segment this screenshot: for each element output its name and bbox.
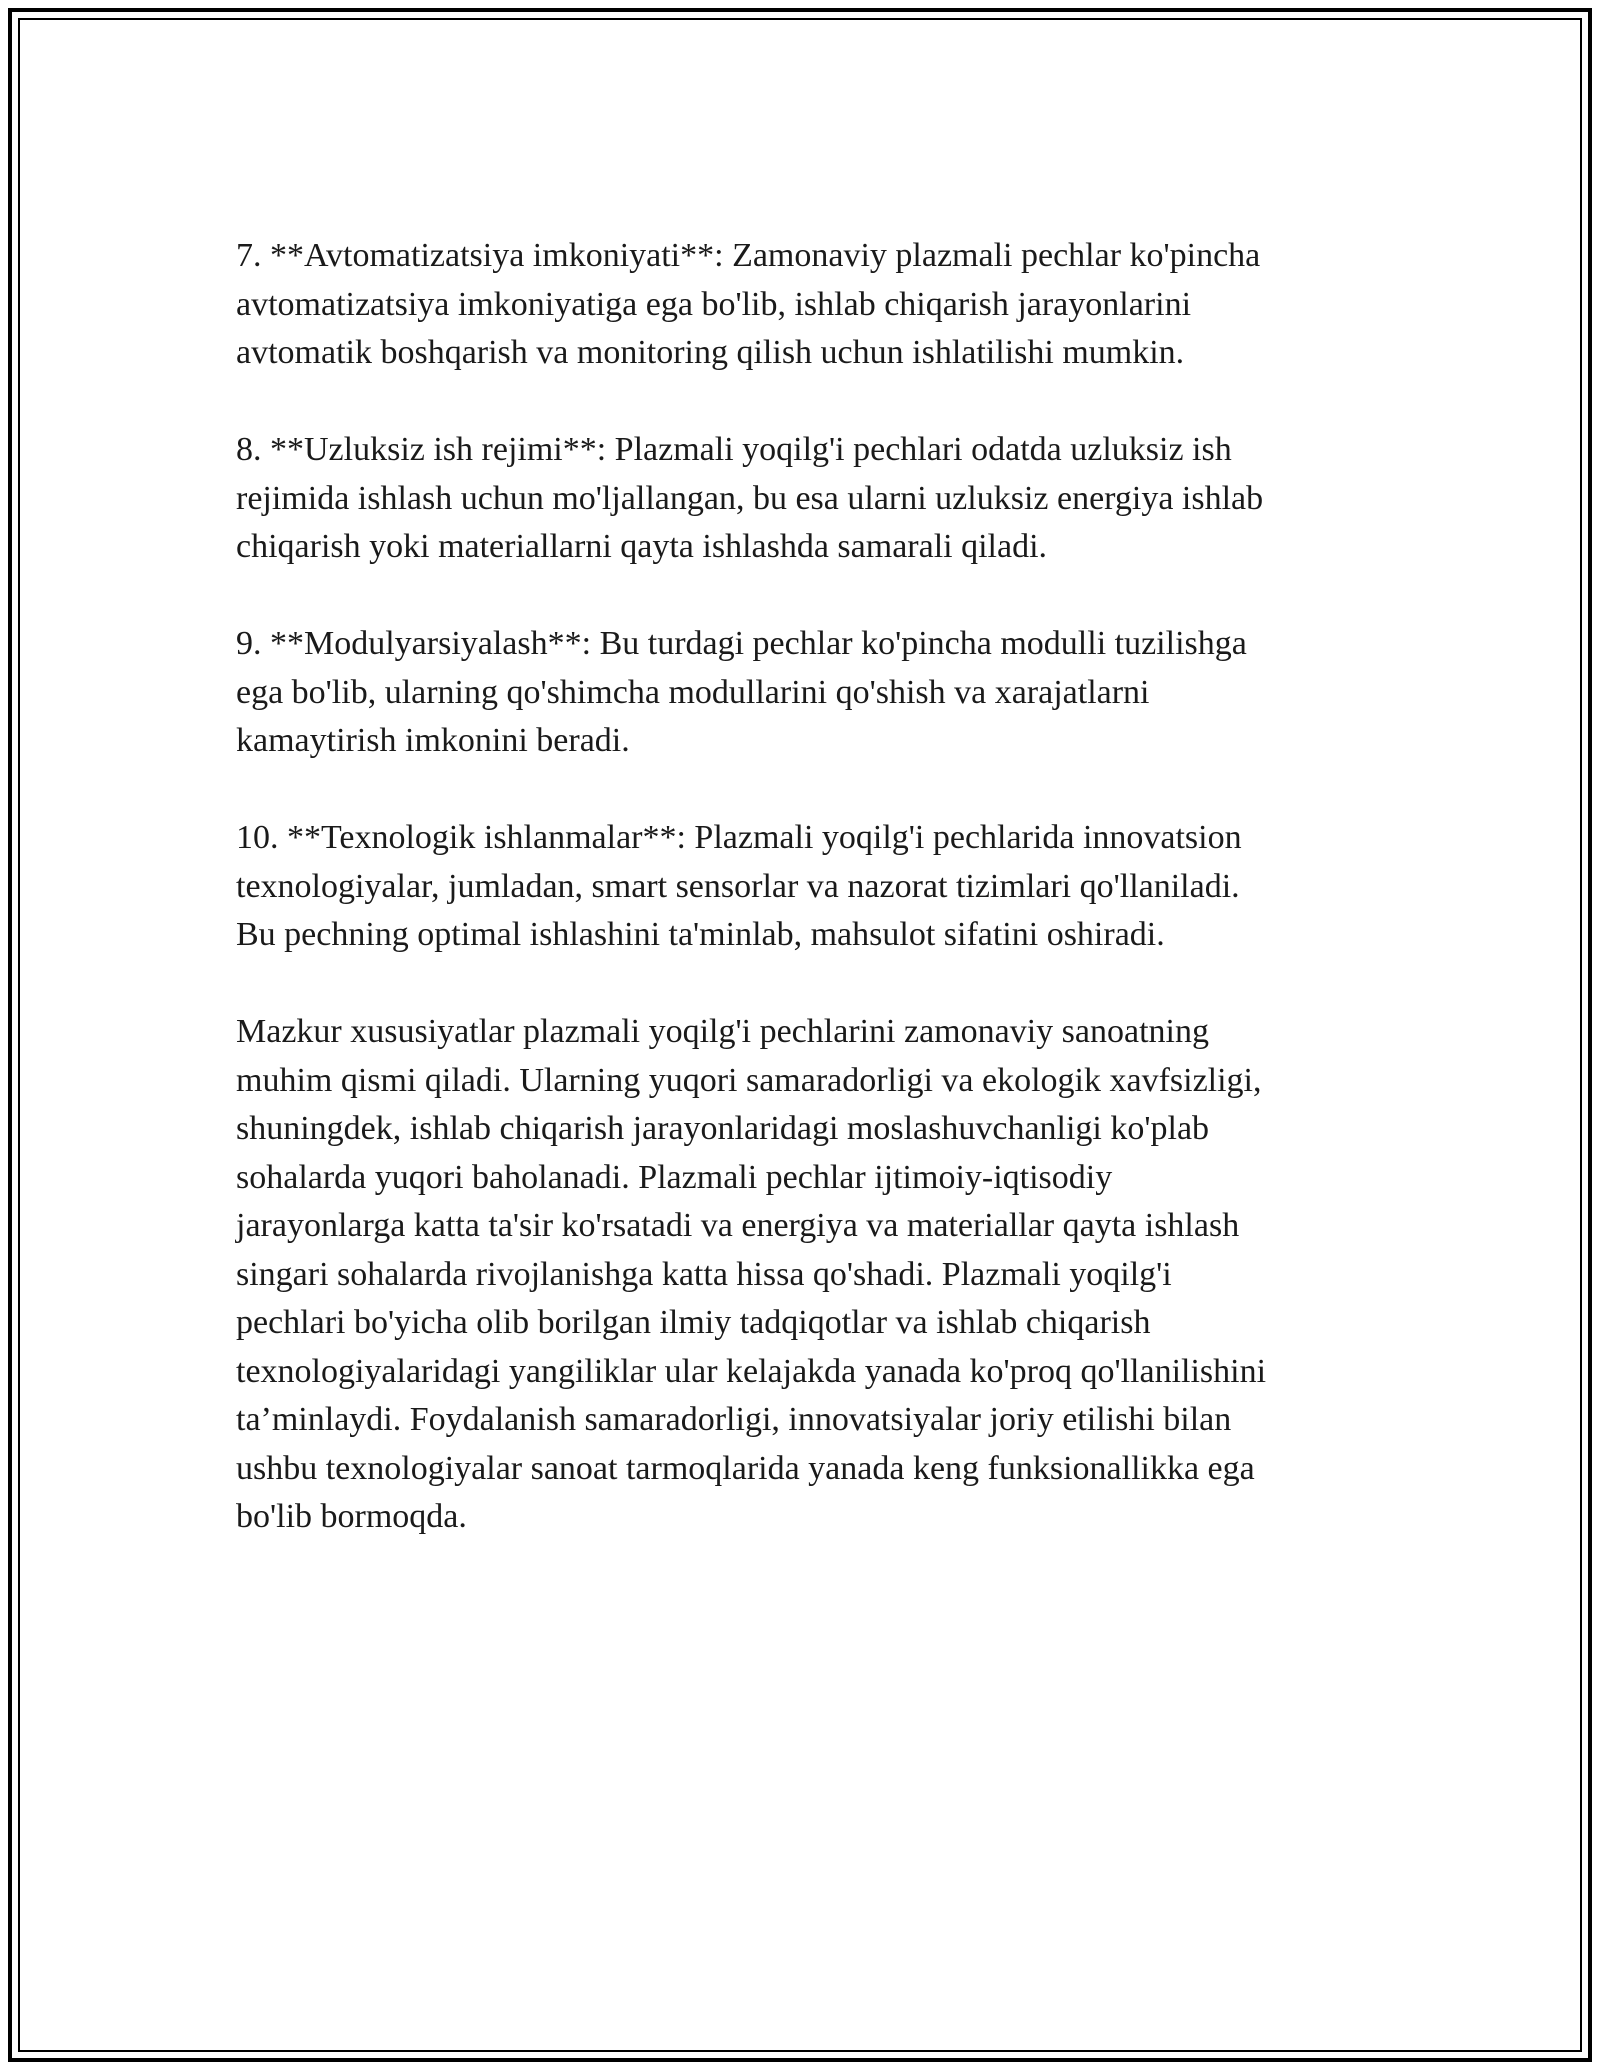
paragraph-conclusion: Mazkur xususiyatlar plazmali yoqilg'i pechlarini zamonaviy sanoatning muhim qismi qiladi. Ularning yuqori samaradorligi va ekologik xavfsizligi, shuningdek, ishlab chiqarish jarayonlaridagi moslashuvchanligi ko'plab sohalarda yuqori baholanadi. Plazmali pechlar ijtimoiy-iqtisodiy jarayonlarga katta ta'sir ko'rsatadi va energiya va materiallar qayta ishlash singari sohalarda rivojlanishga katta hissa qo'shadi. Plazmali yoqilg'i pechlari bo'yicha olib borilgan ilmiy tadqiqotlar va ishlab chiqarish texnologiyalaridagi yangiliklar ular kelajakda yanada ko'proq qo'llanilishini ta’minlaydi. Foydalanish samaradorligi, innovatsiyalar joriy etilishi bilan ushbu texnologiyalar sanoat tarmoqlarida yanada keng funksionallikka ega bo'lib bormoqda.	[236, 1013, 1267, 1535]
document-body	[236, 232, 1366, 1542]
paragraph-item-7: 7. **Avtomatizatsiya imkoniyati**: Zamonaviy plazmali pechlar ko'pincha avtomatizatsiya imkoniyatiga ega bo'lib, ishlab chiqarish jarayonlarini avtomatik boshqarish va monitoring qilish uchun ishlatilishi mumkin.	[236, 237, 1261, 371]
paragraph-item-10: 10. **Texnologik ishlanmalar**: Plazmali yoqilg'i pechlarida innovatsion texnologiyalar, jumladan, smart sensorlar va nazorat tizimlari qo'llaniladi. Bu pechning optimal ishlashini ta'minlab, mahsulot sifatini oshiradi.	[236, 819, 1242, 953]
paragraph-item-9: 9. **Modulyarsiyalash**: Bu turdagi pechlar ko'pincha modulli tuzilishga ega bo'lib, ularning qo'shimcha modullarini qo'shish va xarajatlarni kamaytirish imkonini beradi.	[236, 625, 1247, 759]
paragraph-item-8: 8. **Uzluksiz ish rejimi**: Plazmali yoqilg'i pechlari odatda uzluksiz ish rejimida ishlash uchun mo'ljallangan, bu esa ularni uzluksiz energiya ishlab chiqarish yoki materiallarni qayta ishlashda samarali qiladi.	[236, 431, 1264, 565]
